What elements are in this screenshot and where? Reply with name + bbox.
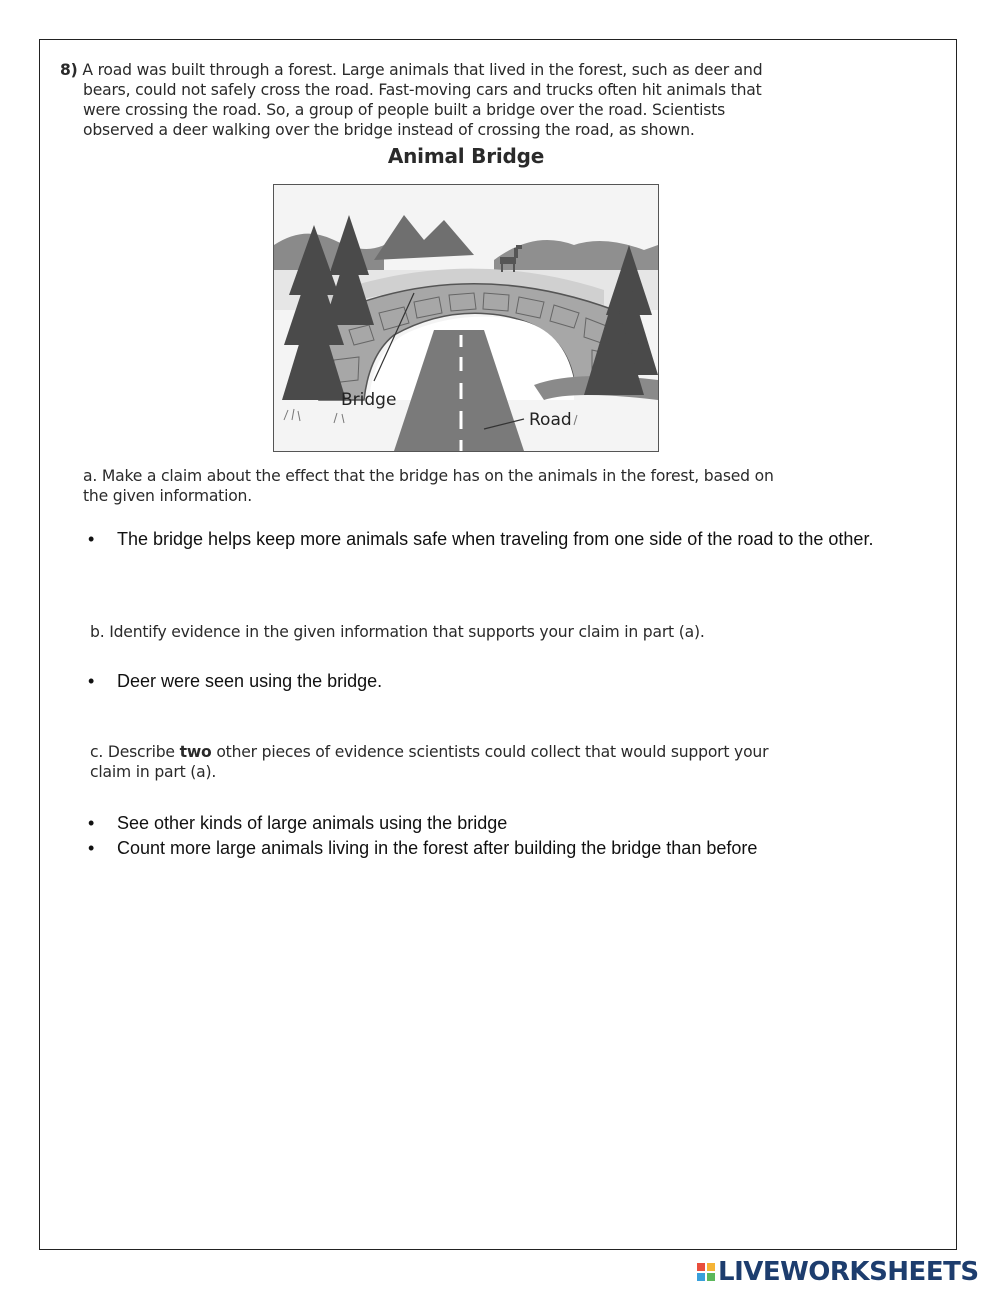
answer-item: • The bridge helps keep more animals safe when traveling from one side of the road to the other.	[86, 527, 916, 552]
part-b-prompt: b. Identify evidence in the given information that supports your claim in part (a).	[90, 623, 705, 641]
emphasis-two: two	[179, 743, 212, 761]
logo-blocks-icon	[697, 1263, 715, 1281]
question-line-1: 8) A road was built through a forest. Large animals that lived in the forest, such as deer and	[60, 61, 763, 79]
bridge-scene-drawing	[274, 185, 658, 451]
figure-title: Animal Bridge	[387, 144, 545, 168]
question-number: 8)	[60, 61, 78, 79]
part-c-answers	[86, 811, 916, 861]
part-a-prompt: a. Make a claim about the effect that the bridge has on the animals in the forest, based on the given information.	[83, 467, 774, 505]
part-c-prompt: c. Describe two other pieces of evidence scientists could collect that would support your claim in part (a).	[90, 743, 769, 781]
liveworksheets-logo	[697, 1257, 979, 1287]
question-text	[60, 60, 840, 140]
answer-item: • Deer were seen using the bridge.	[86, 669, 916, 694]
part-a-answers	[86, 527, 916, 552]
question-line-3: were crossing the road. So, a group of people built a bridge over the road. Scientists	[83, 101, 726, 119]
road-label: Road	[529, 410, 572, 430]
part-b-answers	[86, 669, 916, 694]
answer-item: • See other kinds of large animals using the bridge	[86, 811, 916, 836]
brand-name: LIVEWORKSHEETS	[718, 1257, 979, 1287]
answer-item: • Count more large animals living in the forest after building the bridge than before	[86, 836, 916, 861]
animal-bridge-illustration	[273, 184, 659, 452]
question-line-2: bears, could not safely cross the road. Fast-moving cars and trucks often hit animals that	[83, 81, 762, 99]
question-line-4: observed a deer walking over the bridge instead of crossing the road, as shown.	[83, 121, 695, 139]
bridge-label: Bridge	[341, 390, 397, 410]
